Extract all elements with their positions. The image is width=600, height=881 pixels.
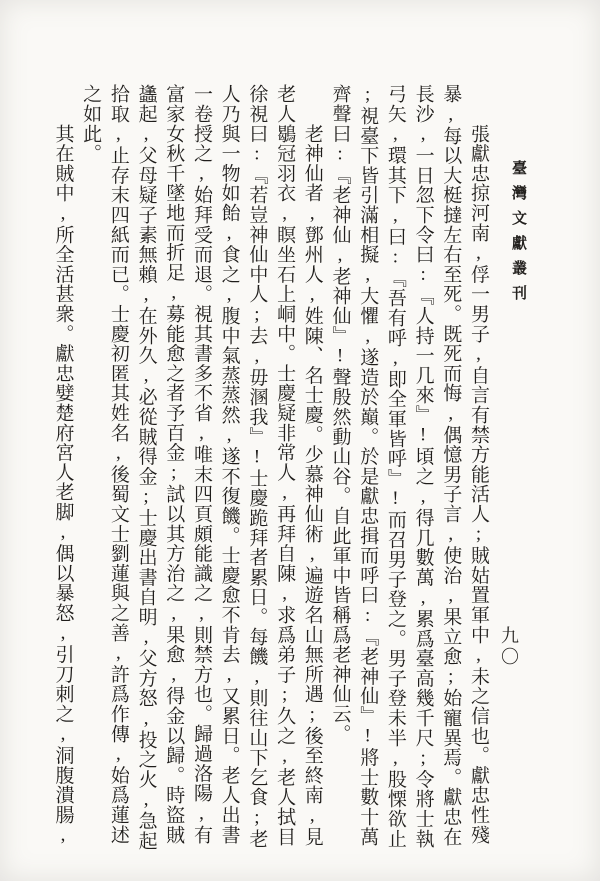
text-body <box>48 84 492 850</box>
text-column: ;視臺下皆引滿相擬,大懼,遂造於巔。於是獻忠揖而呼曰:『老神仙』!將士數十萬 <box>357 84 379 847</box>
text-column: 張獻忠掠河南,俘一男子,自言有禁方能活人;賊姑置軍中,未之信也。獻忠性殘 <box>468 84 489 845</box>
text-column: 長沙,一日忽下令曰:『人持一几來』!頃之,得几數萬,累爲臺高幾千尺;令將士執 <box>412 84 434 849</box>
series-title: 臺灣文獻叢刊 <box>510 160 526 310</box>
text-column: 拾取,止存末四紙而已。士慶初匿其姓名,後蜀文士劉蓮與之善,許爲作傳,始爲蓮述 <box>107 84 129 845</box>
text-column: 富家女秋千墜地而折足,募能愈之者予百金;試以其方治之,果愈,得金以歸。時盜賊 <box>163 84 185 845</box>
text-column: 暴,每以大梃撻左右至死。既死而悔,偶憶男子言,使治,果立愈;始寵異焉。獻忠在 <box>440 84 462 847</box>
text-column: 齊聲曰:『老神仙,老神仙』!聲殷然動山谷。自此軍中皆稱爲老神仙云。 <box>329 84 351 744</box>
text-column: 一卷授之,始拜受而退。視其書多不省,唯末四頁頗能識之,則禁方也。歸過洛陽,有 <box>190 84 212 845</box>
page-number: 九〇 <box>499 626 519 668</box>
text-column: 弓矢,環其下,曰:『吾有呼,即全軍皆呼』!而召男子登之。男子登未半,股慄欲止 <box>384 84 406 849</box>
text-column: 蠭起,父母疑子素無賴,在外久,必從賊得金;士慶出書自明,父方怒,投之火,急起 <box>135 84 157 851</box>
text-column: 人乃與一物如飴,食之,腹中氣蒸蒸然,遂不復饑。士慶愈不肯去,又累日。老人出書 <box>218 84 240 845</box>
text-column: 之如此。 <box>80 84 102 164</box>
text-column: 其在賊中,所全活甚衆。獻忠嬖楚府宮人老脚,偶以暴怒,引刀刺之,洞腹潰腸, <box>52 84 74 847</box>
text-column: 徐視曰:『若豈神仙中人;去,毋溷我』!士慶跪拜者累日。每饑,則往山下乞食;老 <box>246 84 268 849</box>
text-column: 老神仙者,鄧州人,姓陳、名士慶。少慕神仙術,遍遊名山無所遇;後至終南,見 <box>301 84 323 847</box>
text-column: 老人鶡冠羽衣,瞑坐石上峒中。士慶疑非常人,再拜自陳,求爲弟子;久之,老人拭目 <box>274 84 296 847</box>
